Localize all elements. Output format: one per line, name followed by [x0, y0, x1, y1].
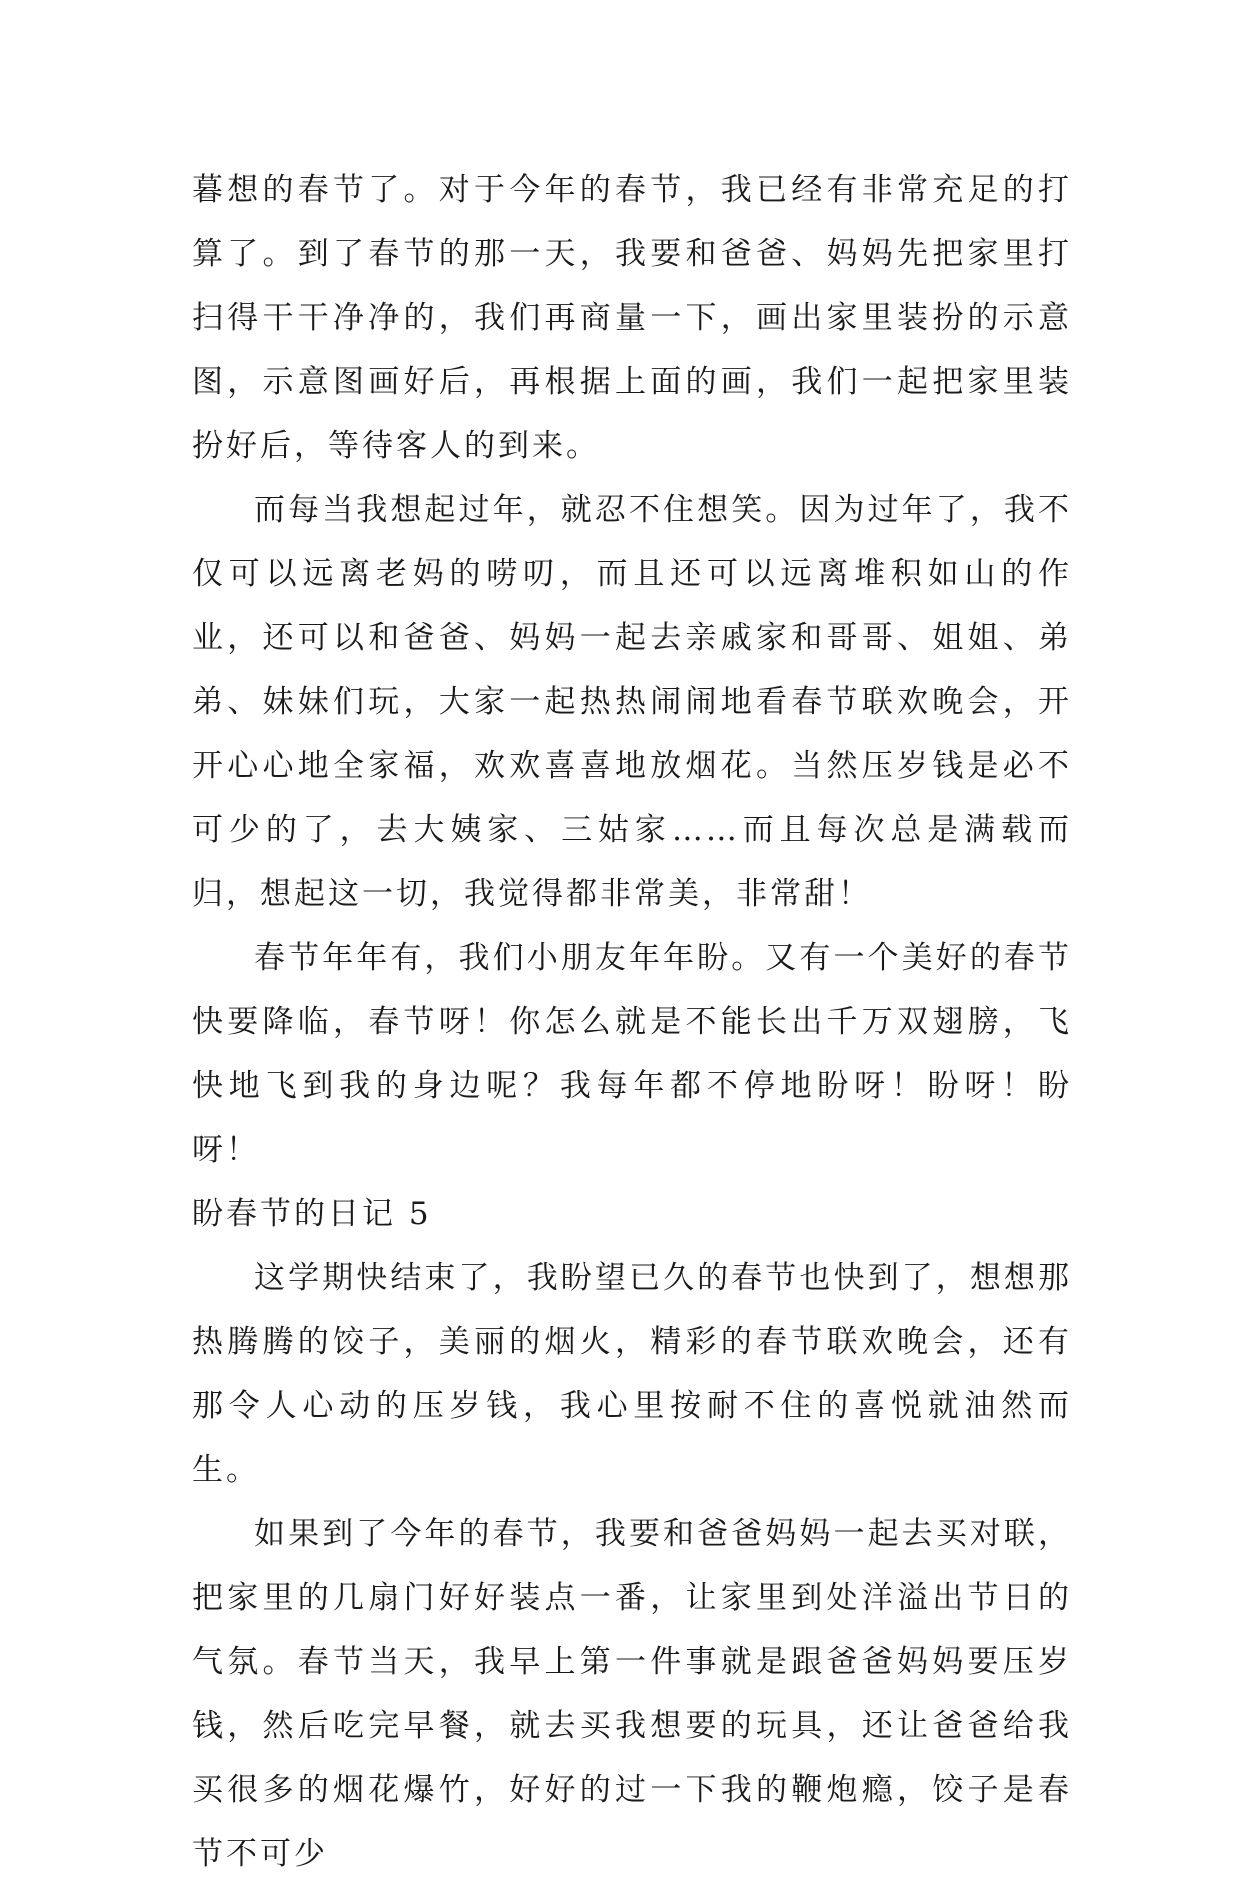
paragraph-2: 而每当我想起过年，就忍不住想笑。因为过年了，我不仅可以远离老妈的唠叨，而且还可以远离堆积如山的作业，还可以和爸爸、妈妈一起去亲戚家和哥哥、姐姐、弟弟、妹妹们玩，大家一起热热闹闹地看春节联欢晚会，开开心心地全家福，欢欢喜喜地放烟花。当然压岁钱是必不可少的了，去大姨家、三姑家……而且每次总是满载而归，想起这一切，我觉得都非常美，非常甜！: [192, 492, 1072, 912]
paragraph-3: 春节年年有，我们小朋友年年盼。又有一个美好的春节快要降临，春节呀！你怎么就是不能长出千万双翅膀，飞快地飞到我的身边呢？我每年都不停地盼呀！盼呀！盼呀！: [192, 940, 1072, 1168]
section-title: 盼春节的日记 5: [192, 1196, 432, 1232]
paragraph-1: 暮想的春节了。对于今年的春节，我已经有非常充足的打算了。到了春节的那一天，我要和爸爸、妈妈先把家里打扫得干干净净的，我们再商量一下，画出家里装扮的示意图，示意图画好后，再根据上面的画，我们一起把家里装扮好后，等待客人的到来。: [192, 172, 1072, 464]
document-page: [192, 158, 1072, 1886]
paragraph-4: 这学期快结束了，我盼望已久的春节也快到了，想想那热腾腾的饺子，美丽的烟火，精彩的春节联欢晚会，还有那令人心动的压岁钱，我心里按耐不住的喜悦就油然而生。: [192, 1260, 1072, 1488]
paragraph-5: 如果到了今年的春节，我要和爸爸妈妈一起去买对联，把家里的几扇门好好装点一番，让家里到处洋溢出节日的气氛。春节当天，我早上第一件事就是跟爸爸妈妈要压岁钱，然后吃完早餐，就去买我想要的玩具，还让爸爸给我买很多的烟花爆竹，好好的过一下我的鞭炮瘾，饺子是春节不可少: [192, 1516, 1072, 1872]
